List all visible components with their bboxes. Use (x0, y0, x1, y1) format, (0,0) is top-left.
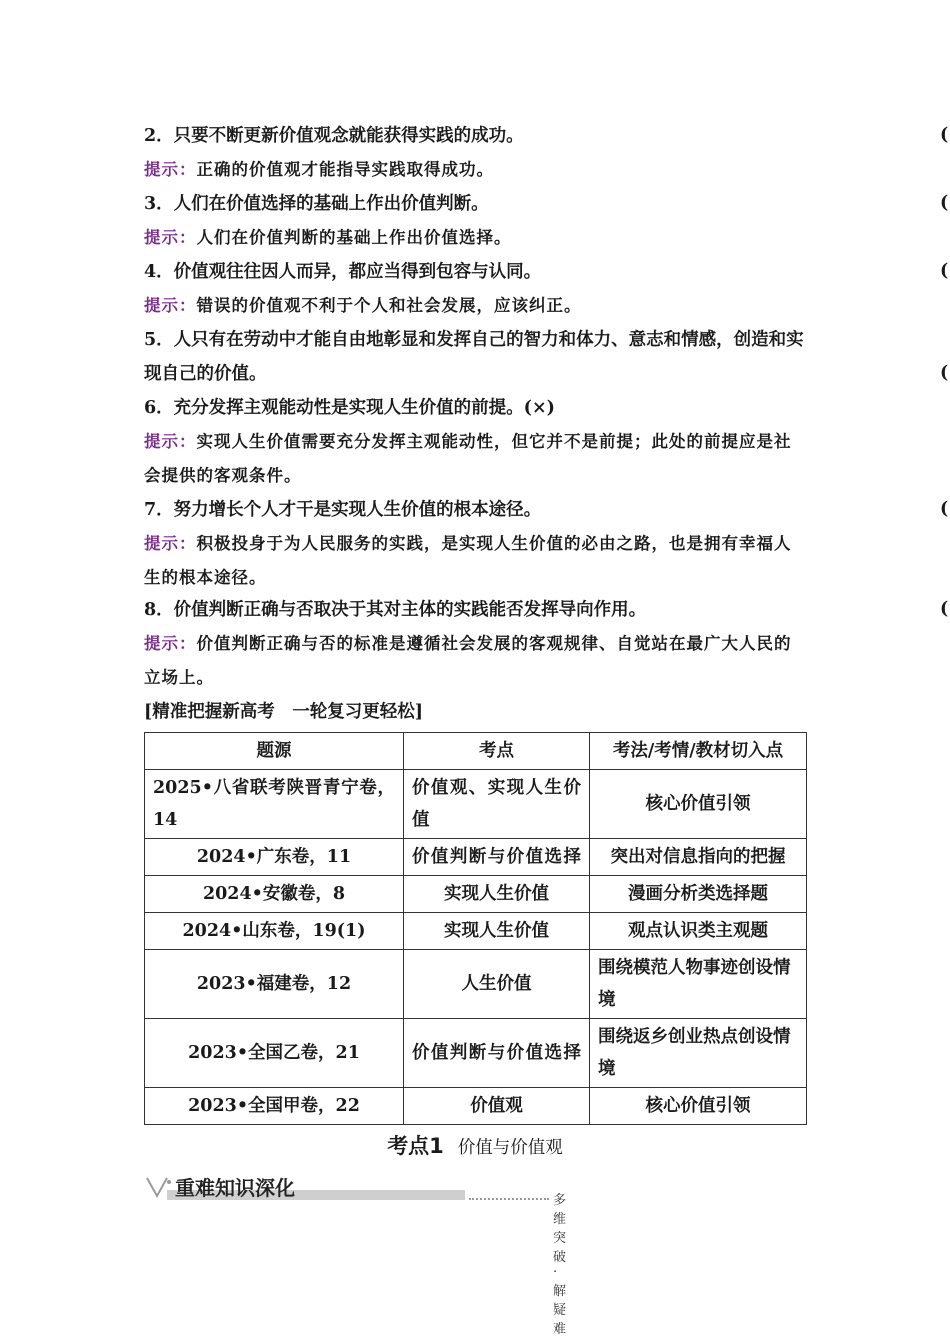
table-row (145, 1088, 807, 1125)
approach-cell: 漫画分析类选择题 (590, 876, 807, 913)
table-row (145, 913, 807, 950)
source-cell: 2024•山东卷，19(1) (145, 913, 404, 950)
banner-divider (469, 1198, 549, 1200)
source-cell: 2023•福建卷，12 (145, 950, 404, 1019)
statement-8: 8．价值判断正确与否取决于其对主体的实践能否发挥导向作用。 (144, 600, 647, 620)
source-cell: 2023•全国甲卷，22 (145, 1088, 404, 1125)
answer-paren: ( (940, 599, 949, 619)
answer-paren: ( (940, 499, 949, 519)
section-title: [精准把握新高考 一轮复习更轻松] (144, 702, 424, 722)
hint-text: 实现人生价值需要充分发挥主观能动性，但它并不是前提；此处的前提应是社会提供的客观条件。 (144, 432, 792, 485)
approach-cell: 核心价值引领 (590, 1088, 807, 1125)
answer-paren: ( (940, 363, 949, 383)
statement-3: 3．人们在价值选择的基础上作出价值判断。 (144, 194, 489, 214)
source-cell: 2024•安徽卷，8 (145, 876, 404, 913)
approach-cell: 核心价值引领 (590, 770, 807, 839)
source-cell: 2023•全国乙卷，21 (145, 1019, 404, 1088)
approach-cell: 围绕返乡创业热点创设情境 (590, 1019, 807, 1088)
statement-4: 4．价值观往往因人而异，都应当得到包容与认同。 (144, 262, 542, 282)
statement-5: 5．人只有在劳动中才能自由地彰显和发挥自己的智力和体力、意志和情感，创造和实现自己的价值。 (144, 330, 804, 384)
approach-cell: 观点认识类主观题 (590, 913, 807, 950)
kaodian-heading (0, 1130, 950, 1160)
point-cell: 人生价值 (404, 950, 590, 1019)
answer-paren: ( (940, 193, 949, 213)
hint-text: 正确的价值观才能指导实践取得成功。 (196, 160, 494, 179)
point-cell: 实现人生价值 (404, 876, 590, 913)
hint-text: 积极投身于为人民服务的实践，是实现人生价值的必由之路，也是拥有幸福人生的根本途径。 (144, 534, 792, 587)
column-header-approach: 考法/考情/教材切入点 (590, 733, 807, 770)
hint-8 (144, 627, 806, 695)
point-cell: 实现人生价值 (404, 913, 590, 950)
table-header-row (145, 733, 807, 770)
column-header-source: 题源 (145, 733, 404, 770)
statement-7: 7．努力增长个人才干是实现人生价值的根本途径。 (144, 500, 542, 520)
table-row (145, 876, 807, 913)
table-row (145, 1019, 807, 1088)
point-cell: 价值判断与价值选择 (404, 1019, 590, 1088)
answer-paren: ( (940, 125, 949, 145)
exam-source-table (144, 732, 807, 1125)
kaodian-title: 价值与价值观 (457, 1138, 563, 1158)
hint-label: 提示： (144, 228, 197, 247)
hint-label: 提示： (144, 296, 197, 315)
statement-2: 2．只要不断更新价值观念就能获得实践的成功。 (144, 126, 524, 146)
section-banner (145, 1172, 567, 1337)
statement-6: 6．充分发挥主观能动性是实现人生价值的前提。(×) (144, 398, 555, 418)
hint-text: 人们在价值判断的基础上作出价值选择。 (196, 228, 512, 247)
source-cell: 2025•八省联考陕晋青宁卷，14 (145, 770, 404, 839)
point-cell: 价值判断与价值选择 (404, 839, 590, 876)
hint-2 (144, 153, 806, 187)
table-row (145, 770, 807, 839)
hint-text: 错误的价值观不利于个人和社会发展，应该纠正。 (196, 296, 582, 315)
banner-subtitle: 多维突破 · 解疑难 (553, 1193, 567, 1337)
hint-text: 价值判断正确与否的标准是遵循社会发展的客观规律、自觉站在最广大人民的立场上。 (144, 634, 792, 687)
source-cell: 2024•广东卷，11 (145, 839, 404, 876)
hint-4 (144, 289, 806, 323)
hint-6 (144, 425, 806, 493)
kaodian-number: 考点1 (387, 1134, 444, 1158)
table-row (145, 839, 807, 876)
approach-cell: 突出对信息指向的把握 (590, 839, 807, 876)
hint-label: 提示： (144, 432, 197, 451)
hint-label: 提示： (144, 634, 197, 653)
answer-paren: ( (940, 261, 949, 281)
point-cell: 价值观 (404, 1088, 590, 1125)
approach-cell: 围绕模范人物事迹创设情境 (590, 950, 807, 1019)
hint-7 (144, 527, 806, 595)
hint-label: 提示： (144, 160, 197, 179)
column-header-point: 考点 (404, 733, 590, 770)
hint-label: 提示： (144, 534, 197, 553)
table-row (145, 950, 807, 1019)
point-cell: 价值观、实现人生价值 (404, 770, 590, 839)
banner-title: 重难知识深化 (175, 1176, 295, 1200)
hint-3 (144, 221, 806, 255)
